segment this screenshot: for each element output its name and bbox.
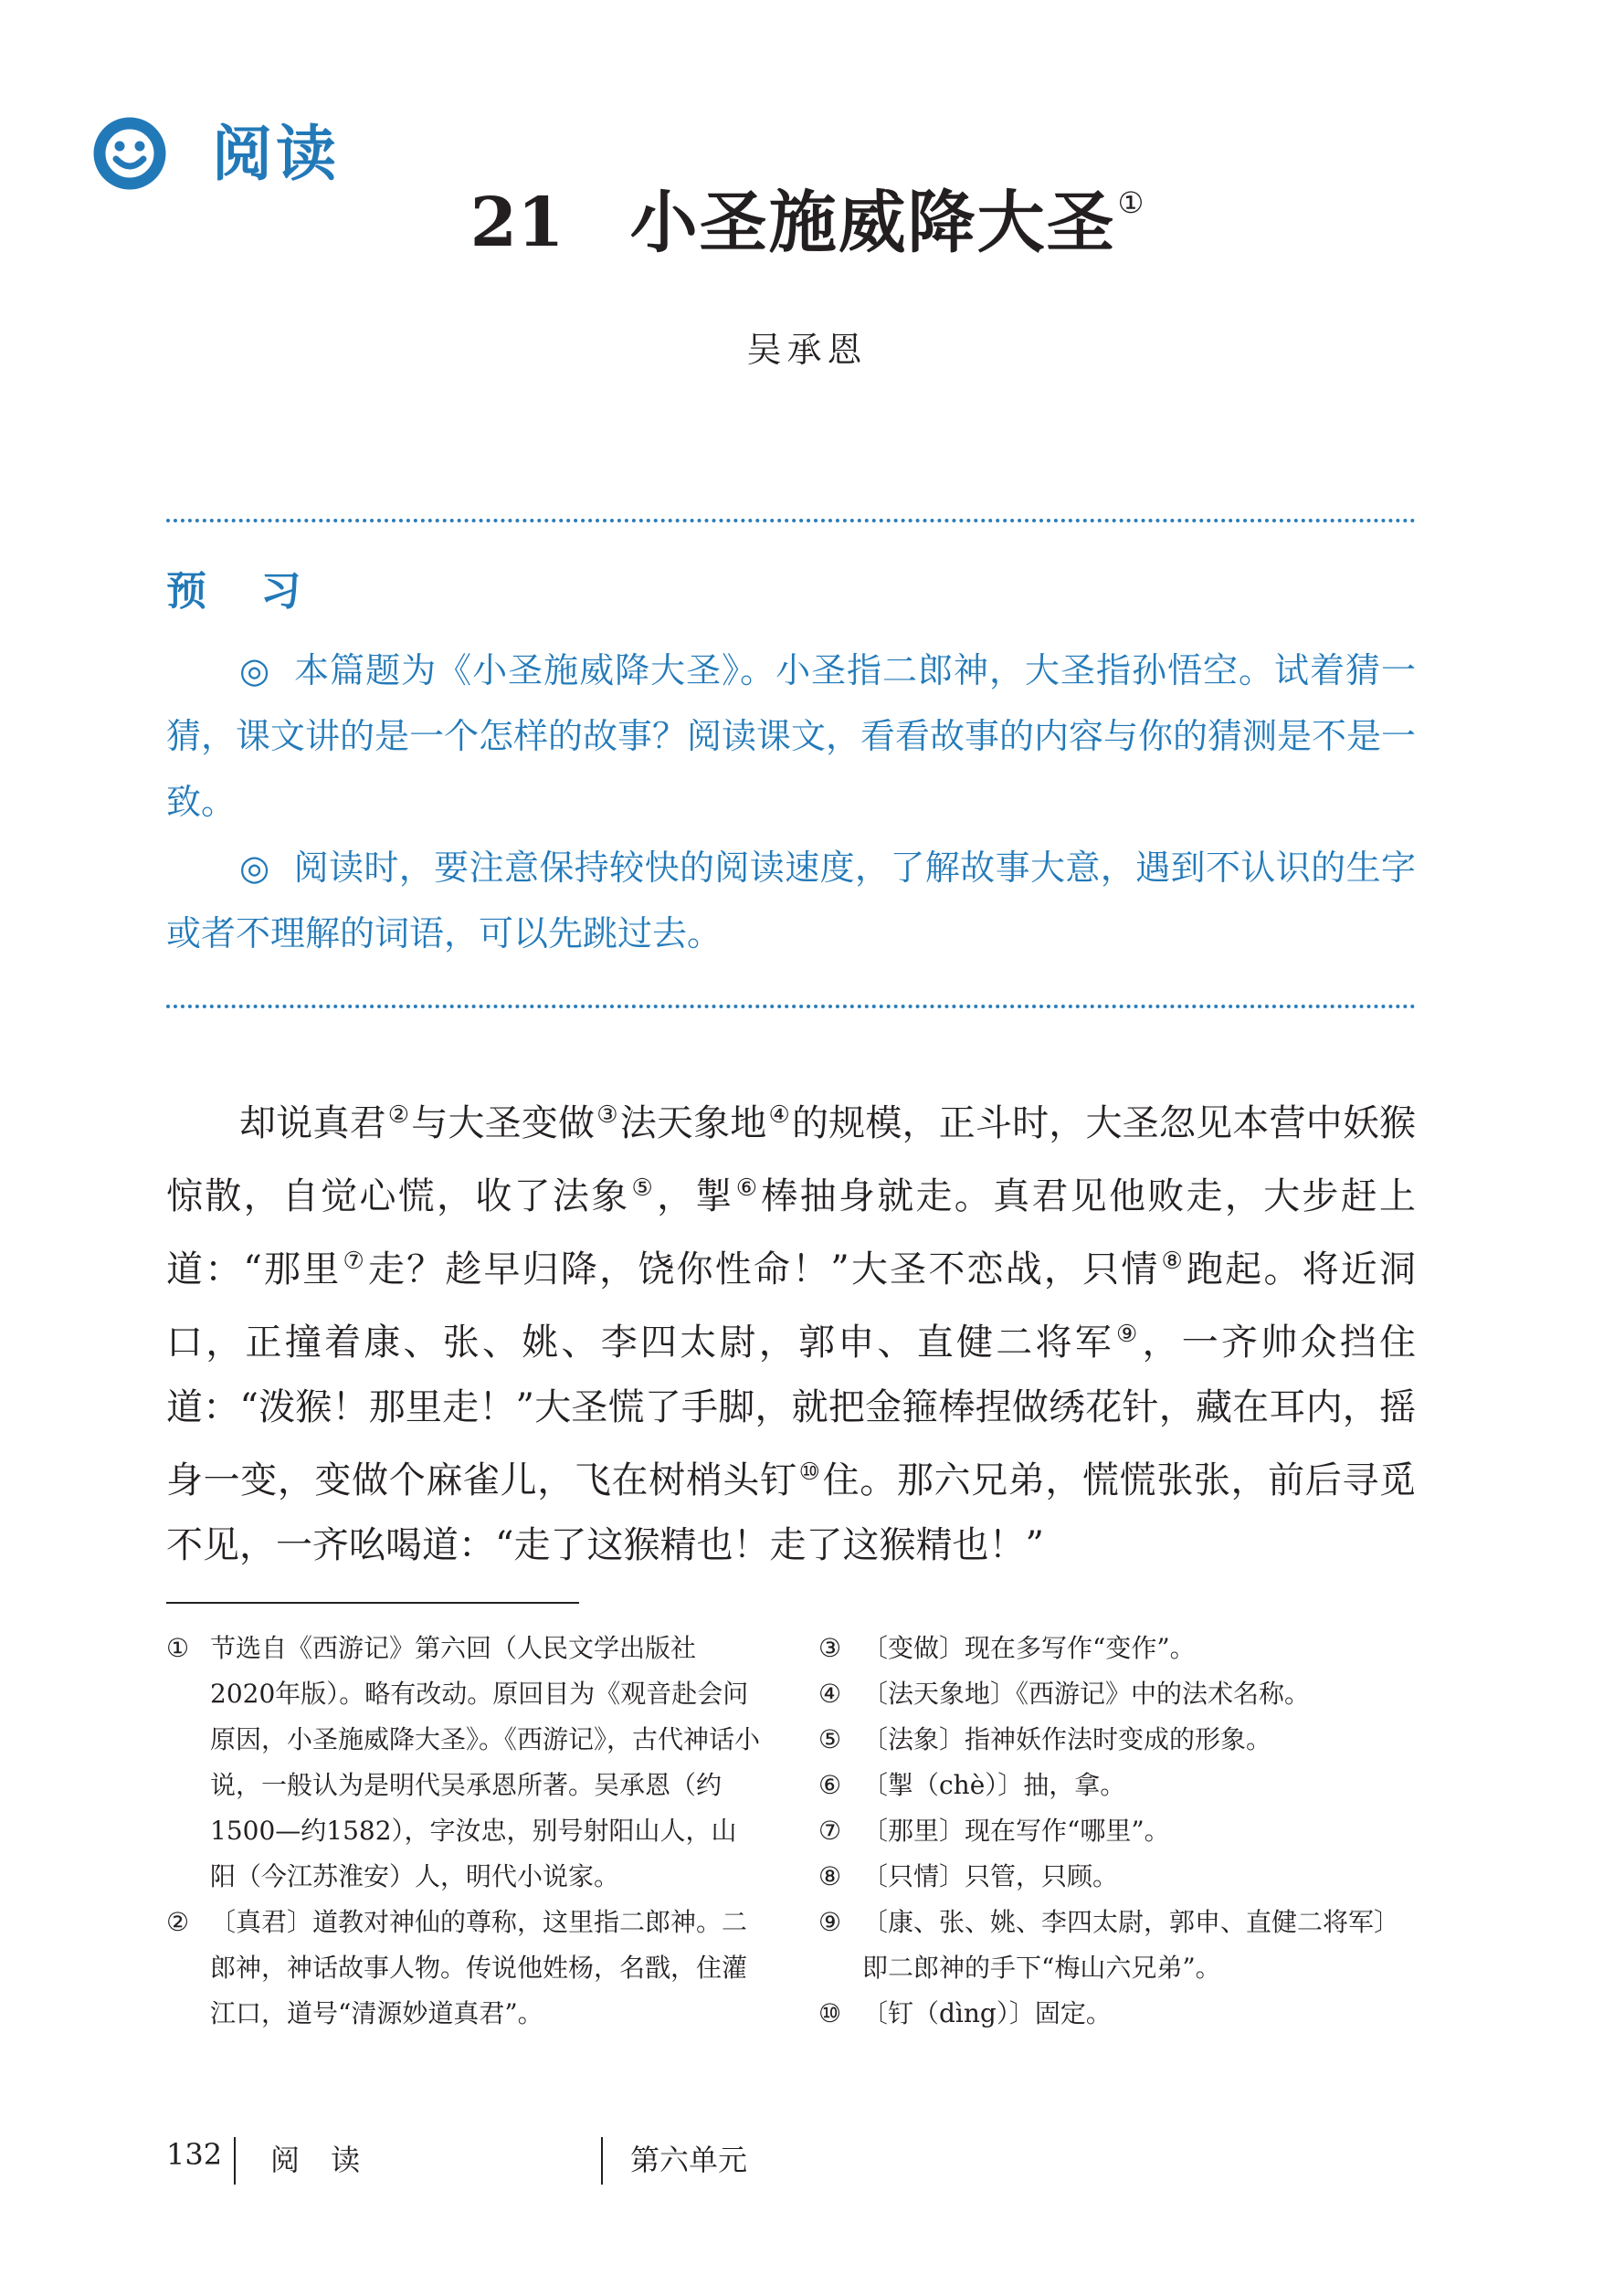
text-segment: 棒抽身就走。真君见他败走，大步赶上道：“那里 [166,1175,1417,1290]
preview-body [166,637,1416,966]
footnote-text: 〔法天象地〕《西游记》中的法术名称。 [862,1679,1311,1709]
text-segment: 的规模，正斗时，大圣忽见本营中妖猴惊散，自觉心慌，收了法象 [166,1102,1417,1217]
footnote-ref: ⑩ [798,1459,821,1486]
footer-section-label: 阅 读 [270,2143,372,2177]
footnote-number: ⑨ [818,1907,842,1937]
footnote-number: ⑩ [818,1998,842,2028]
lesson-title-text: 小圣施威降大圣 [629,184,1116,262]
footnote-number: ③ [818,1633,842,1663]
footnote-item [818,1808,1421,1854]
footnote-item [166,1900,760,2037]
text-segment: ，掣 [657,1175,734,1217]
footnote-number: ⑦ [818,1816,842,1846]
footnote-item [818,1626,1421,1671]
footnote-ref: ④ [768,1101,790,1129]
author-name: 吴承恩 [746,330,868,370]
text-segment: 却说真君 [239,1102,386,1144]
main-paragraph [166,1083,1416,1578]
footnote-item [818,1671,1421,1717]
smiley-face-icon [91,115,168,192]
footer-divider [601,2137,603,2185]
bullet-icon: ◎ [239,650,271,690]
footnote-ref: ⑨ [1115,1321,1141,1348]
footnote-text: 〔康、张、姚、李四太尉，郭申、直健二将军〕即二郎神的手下“梅山六兄弟”。 [862,1907,1400,1983]
footnote-text: 节选自《西游记》第六回（人民文学出版社2020年版）。略有改动。原回目为《观音赴会问原因，小圣施威降大圣》。《西游记》，古代神话小说，一般认为是明代吴承恩所著。吴承恩（约1500—约1582），字汝忠，别号射阳山人，山阳（今江苏淮安）人，明代小说家。 [210,1633,761,1891]
section-label: 阅读 [212,118,340,189]
footnote-text: 〔钉（dìng）〕固定。 [862,1998,1112,2028]
footnote-item [166,1626,760,1900]
footer-divider [234,2137,236,2185]
footnote-divider [166,1602,579,1604]
text-segment: 走？趁早归降，饶你性命！”大圣不恋战，只情 [367,1248,1160,1290]
preview-heading: 预 习 [166,568,322,615]
footnotes-left-column [166,1626,760,2037]
footnote-number: ④ [818,1679,842,1709]
footnote-ref: ③ [596,1101,618,1129]
footer-unit-label: 第六单元 [630,2143,748,2177]
footnote-item [818,1854,1421,1900]
text-segment: 跑起。将近洞口，正撞着康、张、姚、李四太尉，郭申、直健二将军 [166,1248,1417,1364]
preview-paragraph-text: 阅读时，要注意保持较快的阅读速度，了解故事大意，遇到不认识的生字或者不理解的词语，可以先跳过去。 [166,848,1416,953]
footnote-ref: ⑥ [735,1174,760,1202]
footnote-text: 〔那里〕现在写作“哪里”。 [862,1816,1170,1846]
lesson-number: 21 [469,184,564,262]
preview-bottom-divider [166,1005,1416,1008]
footnote-ref: ⑤ [631,1174,656,1202]
preview-paragraph-text: 本篇题为《小圣施威降大圣》。小圣指二郎神，大圣指孙悟空。试着猜一猜，课文讲的是一个怎样的故事？阅读课文，看看故事的内容与你的猜测是不是一致。 [166,650,1417,822]
preview-paragraph [166,637,1416,835]
footnote-item [818,1763,1421,1808]
page-number: 132 [166,2137,223,2172]
bullet-icon: ◎ [239,848,270,888]
footnote-text: 〔变做〕现在多写作“变作”。 [862,1633,1196,1663]
footnote-ref: ② [387,1101,410,1129]
text-segment: ，一齐帅众挡住道：“泼猴！那里走！”大圣慌了手脚，就把金箍棒捏做绣花针，藏在耳内，摇身一变，变做个麻雀儿，飞在树梢头钉 [166,1322,1417,1501]
footnote-item [818,1991,1421,2037]
text-segment: 住。那六兄弟，慌慌张张，前后寻觅不见，一齐吆喝道：“走了这猴精也！走了这猴精也！” [166,1459,1417,1566]
main-text [166,1083,1416,1578]
footnote-item [818,1900,1421,1991]
footnotes-right-column [818,1626,1421,2037]
preview-paragraph [166,835,1416,966]
lesson-title [0,183,1614,264]
footnote-ref: ⑦ [343,1248,366,1275]
footnote-number: ⑥ [818,1770,842,1800]
footnote-ref: ⑧ [1161,1248,1186,1275]
footnote-text: 〔只情〕只管，只顾。 [862,1861,1119,1891]
footnote-text: 〔真君〕道教对神仙的尊称，这里指二郎神。二郎神，神话故事人物。传说他姓杨，名戬，住灌江口，道号“清源妙道真君”。 [210,1907,748,2028]
footnote-number: ① [166,1633,190,1663]
footnote-text: 〔法象〕指神妖作法时变成的形象。 [862,1724,1272,1754]
text-segment: 与大圣变做 [411,1102,596,1144]
preview-top-divider [166,519,1416,522]
footnote-number: ⑧ [818,1861,842,1891]
text-segment: 法天象地 [619,1102,767,1144]
footnote-text: 〔掣（chè）〕抽，拿。 [862,1770,1126,1800]
footnote-number: ② [166,1907,190,1937]
footnote-item [818,1717,1421,1763]
footnote-number: ⑤ [818,1724,842,1754]
title-footnote-ref: ① [1117,185,1145,220]
